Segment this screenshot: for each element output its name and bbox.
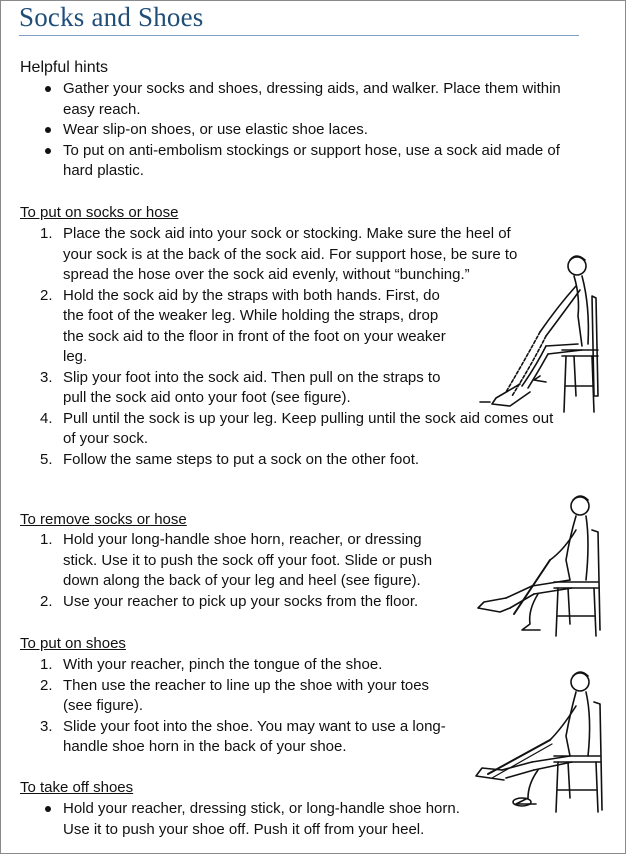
hint-text: Wear slip-on shoes, or use elastic shoe laces. (63, 121, 368, 138)
list-item (20, 450, 580, 471)
hints-heading: Helpful hints (20, 59, 109, 76)
title-underline (19, 35, 579, 36)
section-heading-remove-socks: To remove socks or hose (20, 511, 187, 528)
bullet-icon (45, 127, 51, 133)
section-heading-put-on-socks: To put on socks or hose (20, 204, 179, 221)
step-text: Hold your long-handle shoe horn, reacher, or dressing stick. Use it to push the sock off your foot. Slide or push down along the back of your leg and heel (see figure). (63, 531, 433, 589)
step-number: 2. (40, 676, 53, 694)
bullet-icon (45, 806, 51, 812)
list-item (20, 799, 480, 840)
step-text: Hold the sock aid by the straps with both hands. First, do the foot of the weaker leg. While holding the straps, drop the sock aid to the floor in front of the foot on your weaker leg. (63, 286, 446, 365)
remove-sock-figure (470, 490, 610, 640)
step-text: Then use the reacher to line up the shoe with your toes (see figure). (63, 676, 430, 714)
section-heading-take-off-shoes: To take off shoes (20, 779, 134, 796)
step-text: Follow the same steps to put a sock on the other foot. (63, 450, 420, 468)
step-number: 1. (40, 656, 53, 673)
list-item (20, 676, 470, 717)
step-number: 1. (40, 225, 53, 242)
step-number: 3. (40, 717, 53, 735)
section-heading-put-on-shoes: To put on shoes (20, 635, 126, 652)
step-text: Slide your foot into the shoe. You may want to use a long-handle shoe horn in the back of your shoe. (63, 717, 446, 755)
put-on-shoes-steps (20, 655, 470, 758)
step-text: Place the sock aid into your sock or stocking. Make sure the heel of your sock is at the back of the sock aid. For support hose, be sure to spread the hose over the sock aid evenly, without “bunching.” (63, 225, 518, 283)
hints-list (20, 79, 580, 182)
step-number: 3. (40, 368, 53, 386)
hint-text: Gather your socks and shoes, dressing aids, and walker. Place them within easy reach. (63, 80, 561, 118)
step-text: With your reacher, pinch the tongue of the shoe. (63, 656, 383, 673)
take-off-shoes-list (20, 799, 480, 840)
hint-text: To put on anti-embolism stockings or support hose, use a sock aid made of hard plastic. (63, 141, 560, 179)
sock-aid-figure (466, 246, 606, 416)
step-number: 4. (40, 409, 53, 427)
remove-socks-steps (20, 530, 460, 612)
list-item (20, 79, 580, 120)
step-number: 5. (40, 450, 53, 468)
step-text: Use your reacher to pick up your socks from the floor. (63, 592, 419, 610)
list-item (20, 120, 580, 141)
step-text: Pull until the sock is up your leg. Keep pulling until the sock aid comes out of your sock. (63, 409, 554, 447)
step-number: 2. (40, 286, 53, 304)
list-item (20, 655, 470, 676)
step-number: 1. (40, 531, 53, 548)
page-title: Socks and Shoes (19, 2, 204, 32)
put-on-shoe-figure (466, 666, 612, 816)
bullet-icon (45, 148, 51, 154)
bullet-icon (45, 86, 51, 92)
list-item (20, 141, 580, 182)
list-item (20, 717, 470, 758)
item-text: Hold your reacher, dressing stick, or long-handle shoe horn. Use it to push your shoe off. Push it off from your heel. (63, 800, 460, 838)
step-number: 2. (40, 592, 53, 610)
list-item (20, 592, 460, 613)
step-text: Slip your foot into the sock aid. Then pull on the straps to pull the sock aid onto your foot (see figure). (63, 368, 441, 406)
list-item (20, 530, 460, 592)
